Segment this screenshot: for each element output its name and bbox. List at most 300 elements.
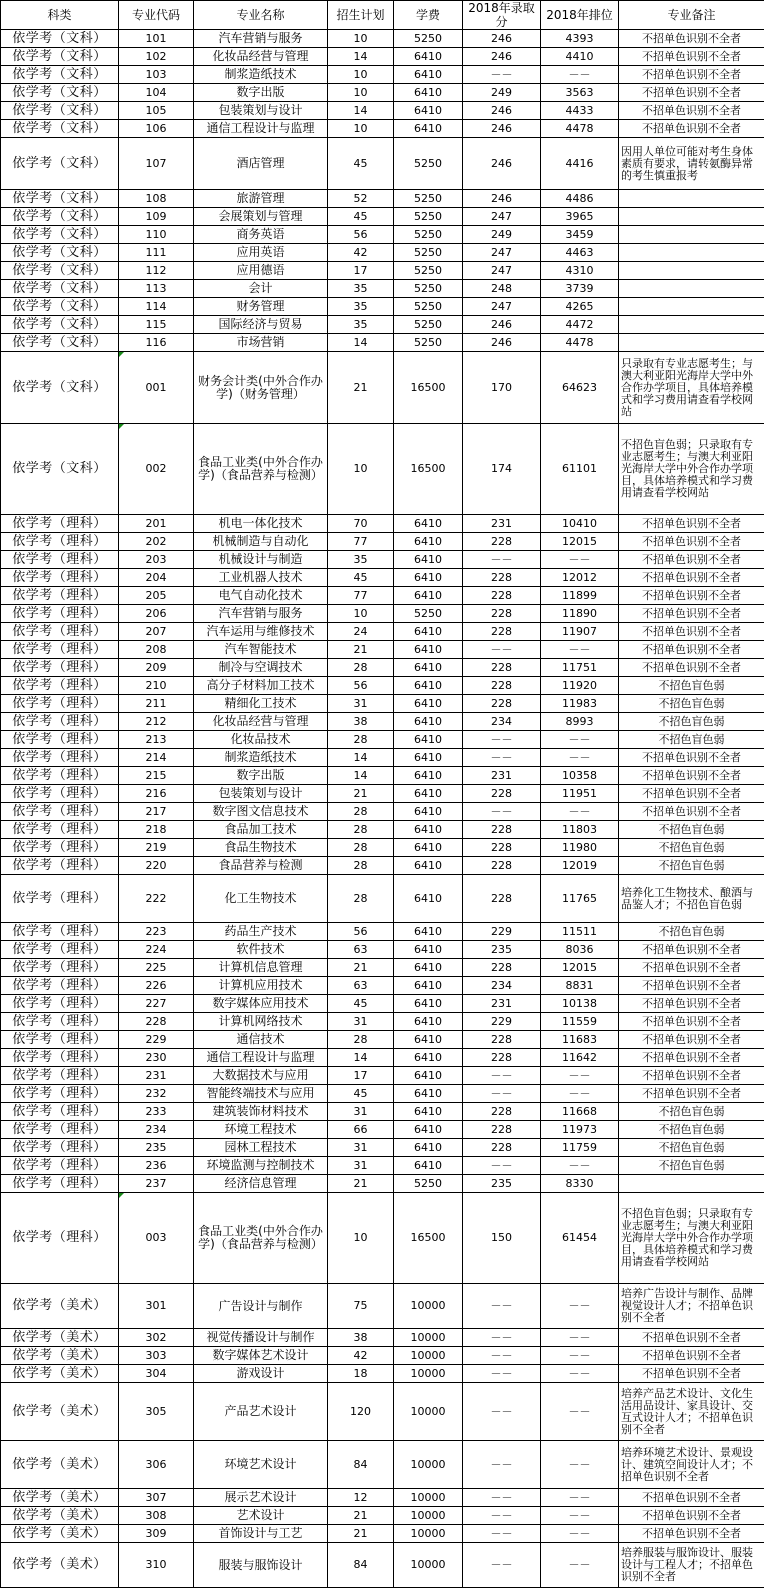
header-category: 科类	[1, 1, 119, 30]
rank-cell: 4410	[541, 48, 619, 66]
category-cell: 依学考（美术）	[1, 1347, 119, 1365]
tuition-cell: 6410	[394, 857, 463, 875]
score-cell: －－	[463, 1329, 541, 1347]
score-cell: 228	[463, 1139, 541, 1157]
table-row	[1, 1329, 764, 1347]
code-cell: 230	[119, 1049, 194, 1067]
code-cell: 229	[119, 1031, 194, 1049]
score-cell: －－	[463, 1085, 541, 1103]
category-cell: 依学考（理科）	[1, 731, 119, 749]
rank-cell: 8831	[541, 977, 619, 995]
category-cell: 依学考（理科）	[1, 977, 119, 995]
tuition-cell: 5250	[394, 226, 463, 244]
tuition-cell: 5250	[394, 280, 463, 298]
category-cell: 依学考（理科）	[1, 941, 119, 959]
code-cell: 303	[119, 1347, 194, 1365]
category-cell: 依学考（文科）	[1, 334, 119, 352]
category-cell: 依学考（理科）	[1, 677, 119, 695]
code-cell: 215	[119, 767, 194, 785]
code-cell: 228	[119, 1013, 194, 1031]
score-cell: 247	[463, 244, 541, 262]
rank-cell: 4310	[541, 262, 619, 280]
major-name-cell: 化工生物技术	[194, 875, 328, 923]
rank-cell: －－	[541, 1543, 619, 1588]
score-cell: －－	[463, 1067, 541, 1085]
score-cell: 249	[463, 84, 541, 102]
tuition-cell: 5250	[394, 334, 463, 352]
category-cell: 依学考（美术）	[1, 1525, 119, 1543]
note-cell: 不招单色识别不全者	[619, 803, 764, 821]
code-cell: 205	[119, 587, 194, 605]
table-row	[1, 713, 764, 731]
table-row	[1, 102, 764, 120]
table-row	[1, 1193, 764, 1284]
category-cell: 依学考（理科）	[1, 1175, 119, 1193]
score-cell: 228	[463, 1049, 541, 1067]
major-name-cell: 数字出版	[194, 767, 328, 785]
note-cell: 培养广告设计与制作、品牌视觉设计人才；不招单色识别不全者	[619, 1284, 764, 1329]
code-cell: 237	[119, 1175, 194, 1193]
category-cell: 依学考（理科）	[1, 623, 119, 641]
table-row	[1, 1365, 764, 1383]
category-cell: 依学考（文科）	[1, 208, 119, 226]
plan-cell: 56	[328, 677, 394, 695]
major-name-cell: 环境监测与控制技术	[194, 1157, 328, 1175]
plan-cell: 35	[328, 551, 394, 569]
plan-cell: 63	[328, 941, 394, 959]
category-cell: 依学考（理科）	[1, 1067, 119, 1085]
table-row	[1, 30, 764, 48]
code-cell: 109	[119, 208, 194, 226]
plan-cell: 10	[328, 66, 394, 84]
plan-cell: 14	[328, 48, 394, 66]
plan-cell: 35	[328, 316, 394, 334]
plan-cell: 31	[328, 1157, 394, 1175]
category-cell: 依学考（理科）	[1, 605, 119, 623]
major-name-cell: 食品营养与检测	[194, 857, 328, 875]
tuition-cell: 6410	[394, 941, 463, 959]
score-cell: －－	[463, 1365, 541, 1383]
table-row	[1, 1121, 764, 1139]
score-cell: 229	[463, 923, 541, 941]
note-cell: 不招色盲色弱	[619, 1139, 764, 1157]
rank-cell: 8330	[541, 1175, 619, 1193]
code-cell: 223	[119, 923, 194, 941]
plan-cell: 14	[328, 767, 394, 785]
code-cell: 206	[119, 605, 194, 623]
header-plan: 招生计划	[328, 1, 394, 30]
note-cell: 因用人单位可能对考生身体素质有要求，请转氨酶异常的考生慎重报考	[619, 138, 764, 190]
category-cell: 依学考（文科）	[1, 226, 119, 244]
tuition-cell: 6410	[394, 120, 463, 138]
note-cell	[619, 1175, 764, 1193]
tuition-cell: 6410	[394, 821, 463, 839]
major-name-cell: 计算机网络技术	[194, 1013, 328, 1031]
plan-cell: 38	[328, 713, 394, 731]
note-cell: 不招单色识别不全者	[619, 102, 764, 120]
table-row	[1, 1013, 764, 1031]
plan-cell: 10	[328, 605, 394, 623]
note-cell	[619, 190, 764, 208]
category-cell: 依学考（理科）	[1, 1139, 119, 1157]
table-row	[1, 1489, 764, 1507]
rank-cell: 12019	[541, 857, 619, 875]
header-major: 专业名称	[194, 1, 328, 30]
code-cell: 111	[119, 244, 194, 262]
note-cell: 不招色盲色弱	[619, 1157, 764, 1175]
tuition-cell: 6410	[394, 767, 463, 785]
tuition-cell: 6410	[394, 1139, 463, 1157]
major-name-cell: 通信工程设计与监理	[194, 1049, 328, 1067]
score-cell: 228	[463, 857, 541, 875]
rank-cell: 4486	[541, 190, 619, 208]
note-cell: 不招色盲色弱	[619, 839, 764, 857]
table-row	[1, 1525, 764, 1543]
rank-cell: －－	[541, 1284, 619, 1329]
tuition-cell: 10000	[394, 1284, 463, 1329]
tuition-cell: 5250	[394, 190, 463, 208]
category-cell: 依学考（文科）	[1, 280, 119, 298]
score-cell: 246	[463, 190, 541, 208]
major-name-cell: 汽车智能技术	[194, 641, 328, 659]
note-cell: 不招单色识别不全者	[619, 659, 764, 677]
major-name-cell: 工业机器人技术	[194, 569, 328, 587]
note-cell: 不招色盲色弱	[619, 821, 764, 839]
rank-cell: 4393	[541, 30, 619, 48]
rank-cell: 11511	[541, 923, 619, 941]
table-row	[1, 1031, 764, 1049]
table-row	[1, 1139, 764, 1157]
rank-cell: 11683	[541, 1031, 619, 1049]
major-name-cell: 精细化工技术	[194, 695, 328, 713]
category-cell: 依学考（理科）	[1, 875, 119, 923]
code-cell: 108	[119, 190, 194, 208]
plan-cell: 52	[328, 190, 394, 208]
major-name-cell: 食品工业类(中外合作办学)（食品营养与检测）	[194, 424, 328, 515]
code-cell: 105	[119, 102, 194, 120]
score-cell: 246	[463, 316, 541, 334]
category-cell: 依学考（理科）	[1, 551, 119, 569]
plan-cell: 38	[328, 1329, 394, 1347]
tuition-cell: 6410	[394, 749, 463, 767]
note-cell: 不招单色识别不全者	[619, 569, 764, 587]
category-cell: 依学考（理科）	[1, 995, 119, 1013]
code-cell: 211	[119, 695, 194, 713]
table-row	[1, 1175, 764, 1193]
plan-cell: 31	[328, 1013, 394, 1031]
rank-cell: －－	[541, 551, 619, 569]
note-cell: 不招色盲色弱	[619, 1121, 764, 1139]
category-cell: 依学考（文科）	[1, 298, 119, 316]
major-name-cell: 汽车运用与维修技术	[194, 623, 328, 641]
code-cell: 212	[119, 713, 194, 731]
note-cell	[619, 334, 764, 352]
tuition-cell: 16500	[394, 1193, 463, 1284]
category-cell: 依学考（理科）	[1, 1085, 119, 1103]
code-cell: 302	[119, 1329, 194, 1347]
note-cell: 不招单色识别不全者	[619, 977, 764, 995]
code-cell: 231	[119, 1067, 194, 1085]
note-cell: 不招单色识别不全者	[619, 785, 764, 803]
tuition-cell: 16500	[394, 424, 463, 515]
tuition-cell: 6410	[394, 695, 463, 713]
category-cell: 依学考（美术）	[1, 1507, 119, 1525]
score-cell: －－	[463, 1284, 541, 1329]
score-cell: 246	[463, 102, 541, 120]
major-name-cell: 通信工程设计与监理	[194, 120, 328, 138]
table-row	[1, 120, 764, 138]
category-cell: 依学考（美术）	[1, 1543, 119, 1588]
rank-cell: 3739	[541, 280, 619, 298]
note-cell: 不招单色识别不全者	[619, 551, 764, 569]
table-row	[1, 84, 764, 102]
category-cell: 依学考（理科）	[1, 713, 119, 731]
code-cell: 113	[119, 280, 194, 298]
table-row	[1, 623, 764, 641]
plan-cell: 45	[328, 138, 394, 190]
tuition-cell: 10000	[394, 1543, 463, 1588]
major-name-cell: 化妆品技术	[194, 731, 328, 749]
note-cell	[619, 316, 764, 334]
major-name-cell: 服装与服饰设计	[194, 1543, 328, 1588]
note-cell: 不招色盲色弱	[619, 857, 764, 875]
tuition-cell: 6410	[394, 551, 463, 569]
plan-cell: 77	[328, 533, 394, 551]
plan-cell: 28	[328, 659, 394, 677]
tuition-cell: 5250	[394, 605, 463, 623]
rank-cell: －－	[541, 1525, 619, 1543]
category-cell: 依学考（文科）	[1, 30, 119, 48]
plan-cell: 70	[328, 515, 394, 533]
major-name-cell: 制冷与空调技术	[194, 659, 328, 677]
plan-cell: 17	[328, 1067, 394, 1085]
major-name-cell: 食品工业类(中外合作办学)（食品营养与检测）	[194, 1193, 328, 1284]
score-cell: 228	[463, 839, 541, 857]
code-cell: 304	[119, 1365, 194, 1383]
plan-cell: 21	[328, 352, 394, 424]
code-cell: 310	[119, 1543, 194, 1588]
table-row	[1, 1347, 764, 1365]
tuition-cell: 6410	[394, 677, 463, 695]
rank-cell: －－	[541, 1489, 619, 1507]
plan-cell: 35	[328, 280, 394, 298]
score-cell: －－	[463, 551, 541, 569]
score-cell: 235	[463, 941, 541, 959]
score-cell: －－	[463, 1507, 541, 1525]
rank-cell: 11983	[541, 695, 619, 713]
rank-cell: 11751	[541, 659, 619, 677]
major-name-cell: 包装策划与设计	[194, 785, 328, 803]
code-cell: 308	[119, 1507, 194, 1525]
major-name-cell: 大数据技术与应用	[194, 1067, 328, 1085]
tuition-cell: 6410	[394, 1121, 463, 1139]
major-name-cell: 首饰设计与工艺	[194, 1525, 328, 1543]
score-cell: 170	[463, 352, 541, 424]
major-name-cell: 食品加工技术	[194, 821, 328, 839]
rank-cell: －－	[541, 1329, 619, 1347]
table-row	[1, 821, 764, 839]
tuition-cell: 6410	[394, 977, 463, 995]
score-cell: 246	[463, 334, 541, 352]
plan-cell: 35	[328, 298, 394, 316]
major-name-cell: 机械制造与自动化	[194, 533, 328, 551]
rank-cell: 11759	[541, 1139, 619, 1157]
rank-cell: 12015	[541, 533, 619, 551]
rank-cell: 4463	[541, 244, 619, 262]
code-cell: 301	[119, 1284, 194, 1329]
note-cell: 不招色盲色弱	[619, 1103, 764, 1121]
table-row	[1, 803, 764, 821]
table-row	[1, 1157, 764, 1175]
rank-cell: －－	[541, 1067, 619, 1085]
code-cell: 002	[119, 424, 194, 515]
major-name-cell: 财务会计类(中外合作办学)（财务管理）	[194, 352, 328, 424]
score-cell: 150	[463, 1193, 541, 1284]
code-cell: 110	[119, 226, 194, 244]
major-name-cell: 商务英语	[194, 226, 328, 244]
score-cell: －－	[463, 66, 541, 84]
plan-cell: 75	[328, 1284, 394, 1329]
rank-cell: 11765	[541, 875, 619, 923]
score-cell: 228	[463, 677, 541, 695]
rank-cell: 4416	[541, 138, 619, 190]
tuition-cell: 6410	[394, 731, 463, 749]
tuition-cell: 5250	[394, 30, 463, 48]
plan-cell: 56	[328, 923, 394, 941]
rank-cell: 12012	[541, 569, 619, 587]
table-row	[1, 995, 764, 1013]
category-cell: 依学考（理科）	[1, 1103, 119, 1121]
note-cell: 不招单色识别不全者	[619, 959, 764, 977]
rank-cell: －－	[541, 641, 619, 659]
plan-cell: 14	[328, 102, 394, 120]
code-cell: 234	[119, 1121, 194, 1139]
score-cell: 249	[463, 226, 541, 244]
rank-cell: －－	[541, 803, 619, 821]
note-cell: 只录取有专业志愿考生；与澳大利亚阳光海岸大学中外合作办学项目，具体培养模式和学习费用请查看学校网站	[619, 352, 764, 424]
code-cell: 101	[119, 30, 194, 48]
major-name-cell: 旅游管理	[194, 190, 328, 208]
plan-cell: 21	[328, 1525, 394, 1543]
table-row	[1, 262, 764, 280]
table-row	[1, 280, 764, 298]
code-cell: 307	[119, 1489, 194, 1507]
major-name-cell: 会计	[194, 280, 328, 298]
major-name-cell: 机械设计与制造	[194, 551, 328, 569]
note-cell: 不招单色识别不全者	[619, 1347, 764, 1365]
note-cell	[619, 244, 764, 262]
category-cell: 依学考（理科）	[1, 533, 119, 551]
tuition-cell: 5250	[394, 208, 463, 226]
category-cell: 依学考（理科）	[1, 587, 119, 605]
tuition-cell: 6410	[394, 623, 463, 641]
table-row	[1, 352, 764, 424]
note-cell: 不招单色识别不全者	[619, 941, 764, 959]
major-name-cell: 财务管理	[194, 298, 328, 316]
rank-cell: 11951	[541, 785, 619, 803]
plan-cell: 14	[328, 749, 394, 767]
table-row	[1, 208, 764, 226]
code-cell: 306	[119, 1441, 194, 1489]
major-name-cell: 数字媒体应用技术	[194, 995, 328, 1013]
score-cell: 228	[463, 695, 541, 713]
header-tuition: 学费	[394, 1, 463, 30]
code-cell: 001	[119, 352, 194, 424]
category-cell: 依学考（文科）	[1, 424, 119, 515]
plan-cell: 42	[328, 1347, 394, 1365]
rank-cell: 61454	[541, 1193, 619, 1284]
category-cell: 依学考（文科）	[1, 66, 119, 84]
table-row	[1, 316, 764, 334]
score-cell: －－	[463, 1489, 541, 1507]
note-cell: 不招单色识别不全者	[619, 641, 764, 659]
plan-cell: 31	[328, 1139, 394, 1157]
score-cell: －－	[463, 1441, 541, 1489]
plan-cell: 84	[328, 1543, 394, 1588]
rank-cell: 3563	[541, 84, 619, 102]
tuition-cell: 5250	[394, 316, 463, 334]
major-name-cell: 酒店管理	[194, 138, 328, 190]
header-code: 专业代码	[119, 1, 194, 30]
table-row	[1, 48, 764, 66]
category-cell: 依学考（文科）	[1, 138, 119, 190]
tuition-cell: 6410	[394, 923, 463, 941]
plan-cell: 28	[328, 875, 394, 923]
rank-cell: 4478	[541, 334, 619, 352]
major-name-cell: 汽车营销与服务	[194, 30, 328, 48]
rank-cell: 12015	[541, 959, 619, 977]
plan-cell: 10	[328, 424, 394, 515]
major-name-cell: 高分子材料加工技术	[194, 677, 328, 695]
code-cell: 204	[119, 569, 194, 587]
note-cell: 不招单色识别不全者	[619, 1049, 764, 1067]
table-row	[1, 785, 764, 803]
plan-cell: 45	[328, 569, 394, 587]
table-row	[1, 839, 764, 857]
major-name-cell: 通信技术	[194, 1031, 328, 1049]
score-cell: 228	[463, 1103, 541, 1121]
note-cell: 不招单色识别不全者	[619, 1085, 764, 1103]
score-cell: －－	[463, 731, 541, 749]
tuition-cell: 6410	[394, 839, 463, 857]
plan-cell: 21	[328, 785, 394, 803]
score-cell: 231	[463, 767, 541, 785]
code-cell: 227	[119, 995, 194, 1013]
table-row	[1, 959, 764, 977]
table-row	[1, 767, 764, 785]
rank-cell: 64623	[541, 352, 619, 424]
category-cell: 依学考（理科）	[1, 569, 119, 587]
category-cell: 依学考（理科）	[1, 857, 119, 875]
major-name-cell: 化妆品经营与管理	[194, 713, 328, 731]
plan-cell: 21	[328, 959, 394, 977]
tuition-cell: 6410	[394, 1085, 463, 1103]
tuition-cell: 10000	[394, 1441, 463, 1489]
score-cell: 228	[463, 659, 541, 677]
major-name-cell: 软件技术	[194, 941, 328, 959]
code-cell: 104	[119, 84, 194, 102]
note-cell: 不招色盲色弱	[619, 677, 764, 695]
note-cell: 不招单色识别不全者	[619, 1489, 764, 1507]
score-cell: 228	[463, 569, 541, 587]
code-cell: 226	[119, 977, 194, 995]
score-cell: 229	[463, 1013, 541, 1031]
major-name-cell: 电气自动化技术	[194, 587, 328, 605]
code-cell: 236	[119, 1157, 194, 1175]
score-cell: 247	[463, 298, 541, 316]
table-row	[1, 695, 764, 713]
table-row	[1, 749, 764, 767]
